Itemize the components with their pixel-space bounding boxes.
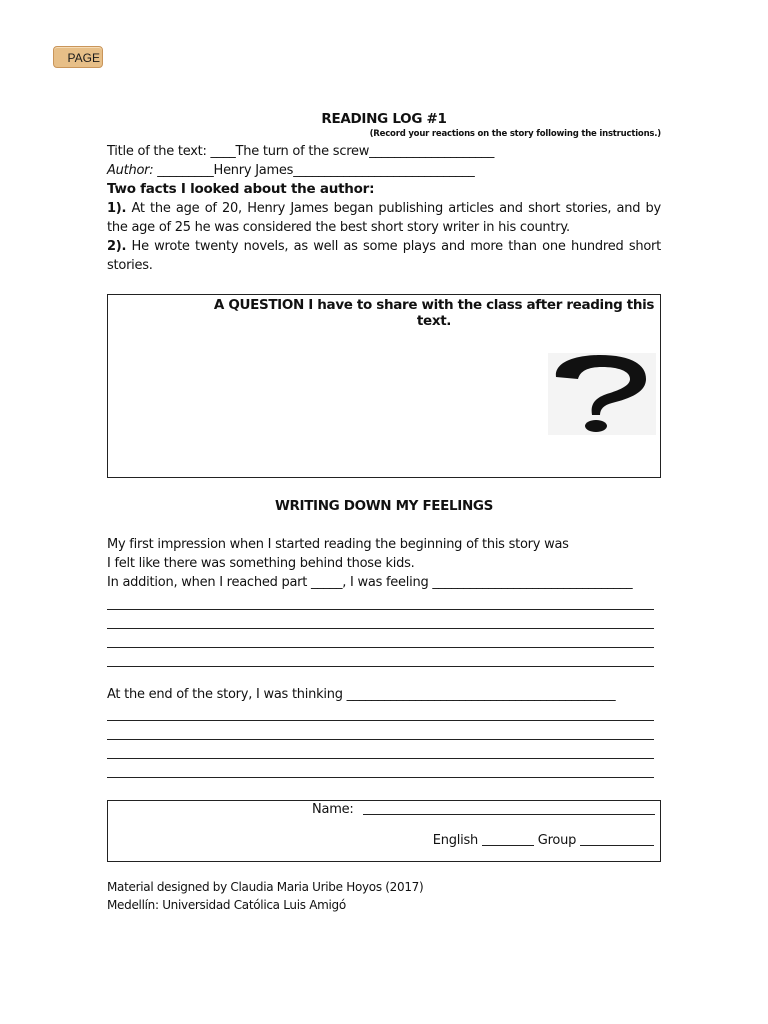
feelings-heading: WRITING DOWN MY FEELINGS <box>274 498 494 514</box>
writing-line[interactable] <box>107 777 654 778</box>
name-row <box>312 802 655 817</box>
author-line <box>107 163 474 178</box>
question-heading: A QUESTION I have to share with the class after reading this text. <box>213 297 655 329</box>
first-impression-line: My first impression when I started reading the beginning of this story was <box>107 537 569 552</box>
name-field[interactable] <box>363 802 655 815</box>
english-label: English <box>432 833 478 848</box>
facts-heading: Two facts I looked about the author: <box>107 181 375 197</box>
english-group-row <box>433 833 654 848</box>
instructions-note: (Record your reactions on the story following the instructions.) <box>369 129 661 139</box>
fact-1-text: At the age of 20, Henry James began publishing articles and short stories, and by the age of 25 he was considered the best short story writer in his country. <box>107 201 661 235</box>
fact-1-number: 1). <box>107 201 127 216</box>
writing-line[interactable] <box>107 720 654 721</box>
fact-2-text: He wrote twenty novels, as well as some plays and more than one hundred short stories. <box>107 239 661 273</box>
question-box <box>107 294 661 478</box>
text-title-line: Title of the text: ____The turn of the screw____________________ <box>107 144 495 159</box>
writing-line[interactable] <box>107 647 654 648</box>
fact-2-number: 2). <box>107 239 127 254</box>
page-badge: PAGE <box>53 46 103 68</box>
question-mark-icon <box>548 353 656 435</box>
english-field[interactable] <box>482 833 534 846</box>
writing-line[interactable] <box>107 739 654 740</box>
credits-line: Material designed by Claudia Maria Uribe Hoyos (2017) <box>107 880 424 894</box>
writing-line[interactable] <box>107 666 654 667</box>
writing-line[interactable] <box>107 758 654 759</box>
page-title: READING LOG #1 <box>321 111 447 127</box>
fact-1 <box>107 199 661 237</box>
writing-line[interactable] <box>107 609 654 610</box>
end-of-story-line: At the end of the story, I was thinking ___________________________________________ <box>107 687 616 702</box>
group-label: Group <box>537 833 577 848</box>
name-label: Name: <box>312 802 354 817</box>
part-feeling-line: In addition, when I reached part _____, I was feeling ________________________________ <box>107 575 633 590</box>
felt-line: I felt like there was something behind those kids. <box>107 556 415 571</box>
fact-2 <box>107 237 661 275</box>
institution-line: Medellín: Universidad Católica Luis Amigó <box>107 898 346 912</box>
writing-line[interactable] <box>107 628 654 629</box>
author-label: Author: <box>107 163 154 178</box>
student-info-box <box>107 800 661 862</box>
group-field[interactable] <box>580 833 654 846</box>
author-value: _________Henry James_____________________________ <box>153 163 475 178</box>
